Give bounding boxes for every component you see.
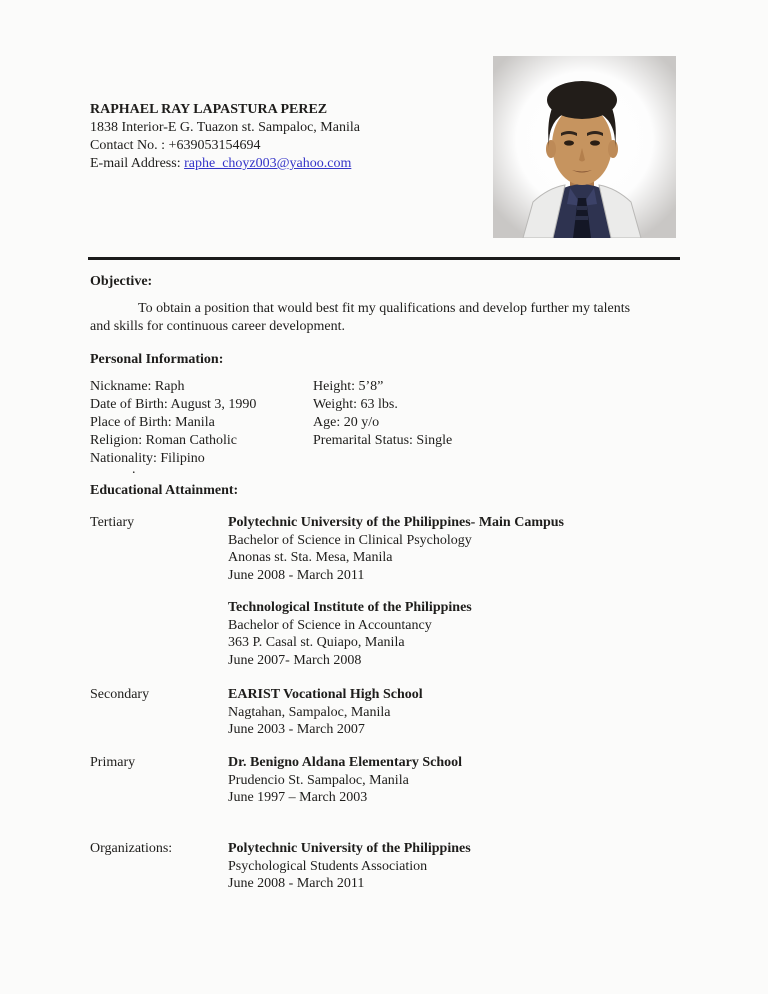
- section-divider: [88, 257, 680, 260]
- education-level-tertiary: Tertiary: [90, 515, 135, 530]
- school-address: Nagtahan, Sampaloc, Manila: [228, 704, 391, 720]
- email-label: E-mail Address:: [90, 156, 185, 171]
- school-name: EARIST Vocational High School: [228, 687, 423, 702]
- stray-period: .: [132, 462, 136, 477]
- email-line: [90, 155, 490, 173]
- objective-line-1: To obtain a position that would best fit my qualifications and develop further my talents: [138, 301, 631, 316]
- height-line: Height: 5’8”: [313, 379, 384, 394]
- school-name: Dr. Benigno Aldana Elementary School: [228, 755, 463, 770]
- education-heading: Educational Attainment:: [90, 483, 239, 498]
- person-name: RAPHAEL RAY LAPASTURA PEREZ: [90, 102, 328, 117]
- education-level-secondary: Secondary: [90, 687, 150, 702]
- objective-line-2: and skills for continuous career development.: [90, 319, 346, 334]
- education-entry-pup: [228, 514, 688, 584]
- school-dates: June 2008 - March 2011: [228, 567, 365, 583]
- organization-dates: June 2008 - March 2011: [228, 876, 365, 891]
- organizations-entry: [228, 840, 688, 893]
- email-link[interactable]: raphe_choyz003@yahoo.com: [184, 156, 352, 171]
- education-entry-tip: [228, 599, 688, 669]
- nickname-line: Nickname: Raph: [90, 379, 185, 394]
- education-entry-aldana: [228, 754, 688, 807]
- contact-line: Contact No. : +639053154694: [90, 138, 261, 153]
- birthdate-line: Date of Birth: August 3, 1990: [90, 397, 257, 412]
- school-address: 363 P. Casal st. Quiapo, Manila: [228, 635, 405, 650]
- education-level-primary: Primary: [90, 755, 136, 770]
- education-entry-earist: [228, 686, 688, 739]
- personal-info-heading: Personal Information:: [90, 352, 224, 367]
- weight-line: Weight: 63 lbs.: [313, 397, 398, 412]
- birthplace-line: Place of Birth: Manila: [90, 415, 215, 430]
- organization-school-name: Polytechnic University of the Philippines: [228, 841, 471, 856]
- personal-info-right-column: [313, 378, 533, 450]
- organizations-label: Organizations:: [90, 841, 173, 856]
- school-degree: Bachelor of Science in Clinical Psychology: [228, 532, 472, 548]
- address-line: 1838 Interior-E G. Tuazon st. Sampaloc, Manila: [90, 120, 360, 135]
- graduation-portrait-image: [493, 56, 676, 238]
- school-dates: June 1997 – March 2003: [228, 790, 368, 805]
- school-dates: June 2003 - March 2007: [228, 722, 365, 737]
- objective-heading: Objective:: [90, 274, 153, 289]
- organization-name: Psychological Students Association: [228, 858, 428, 874]
- age-line: Age: 20 y/o: [313, 415, 380, 430]
- premarital-status-line: Premarital Status: Single: [313, 433, 453, 448]
- objective-paragraph: [90, 300, 686, 336]
- profile-photo: [493, 56, 676, 238]
- school-dates: June 2007- March 2008: [228, 652, 362, 668]
- religion-line: Religion: Roman Catholic: [90, 433, 237, 448]
- school-degree: Bachelor of Science in Accountancy: [228, 617, 432, 633]
- school-name: Technological Institute of the Philippines: [228, 600, 472, 615]
- school-address: Anonas st. Sta. Mesa, Manila: [228, 550, 393, 565]
- school-address: Prudencio St. Sampaloc, Manila: [228, 772, 409, 788]
- school-name: Polytechnic University of the Philippines- Main Campus: [228, 515, 565, 530]
- nationality-line: Nationality: Filipino: [90, 451, 205, 466]
- header-contact-block: [90, 101, 490, 173]
- personal-info-left-column: [90, 378, 310, 468]
